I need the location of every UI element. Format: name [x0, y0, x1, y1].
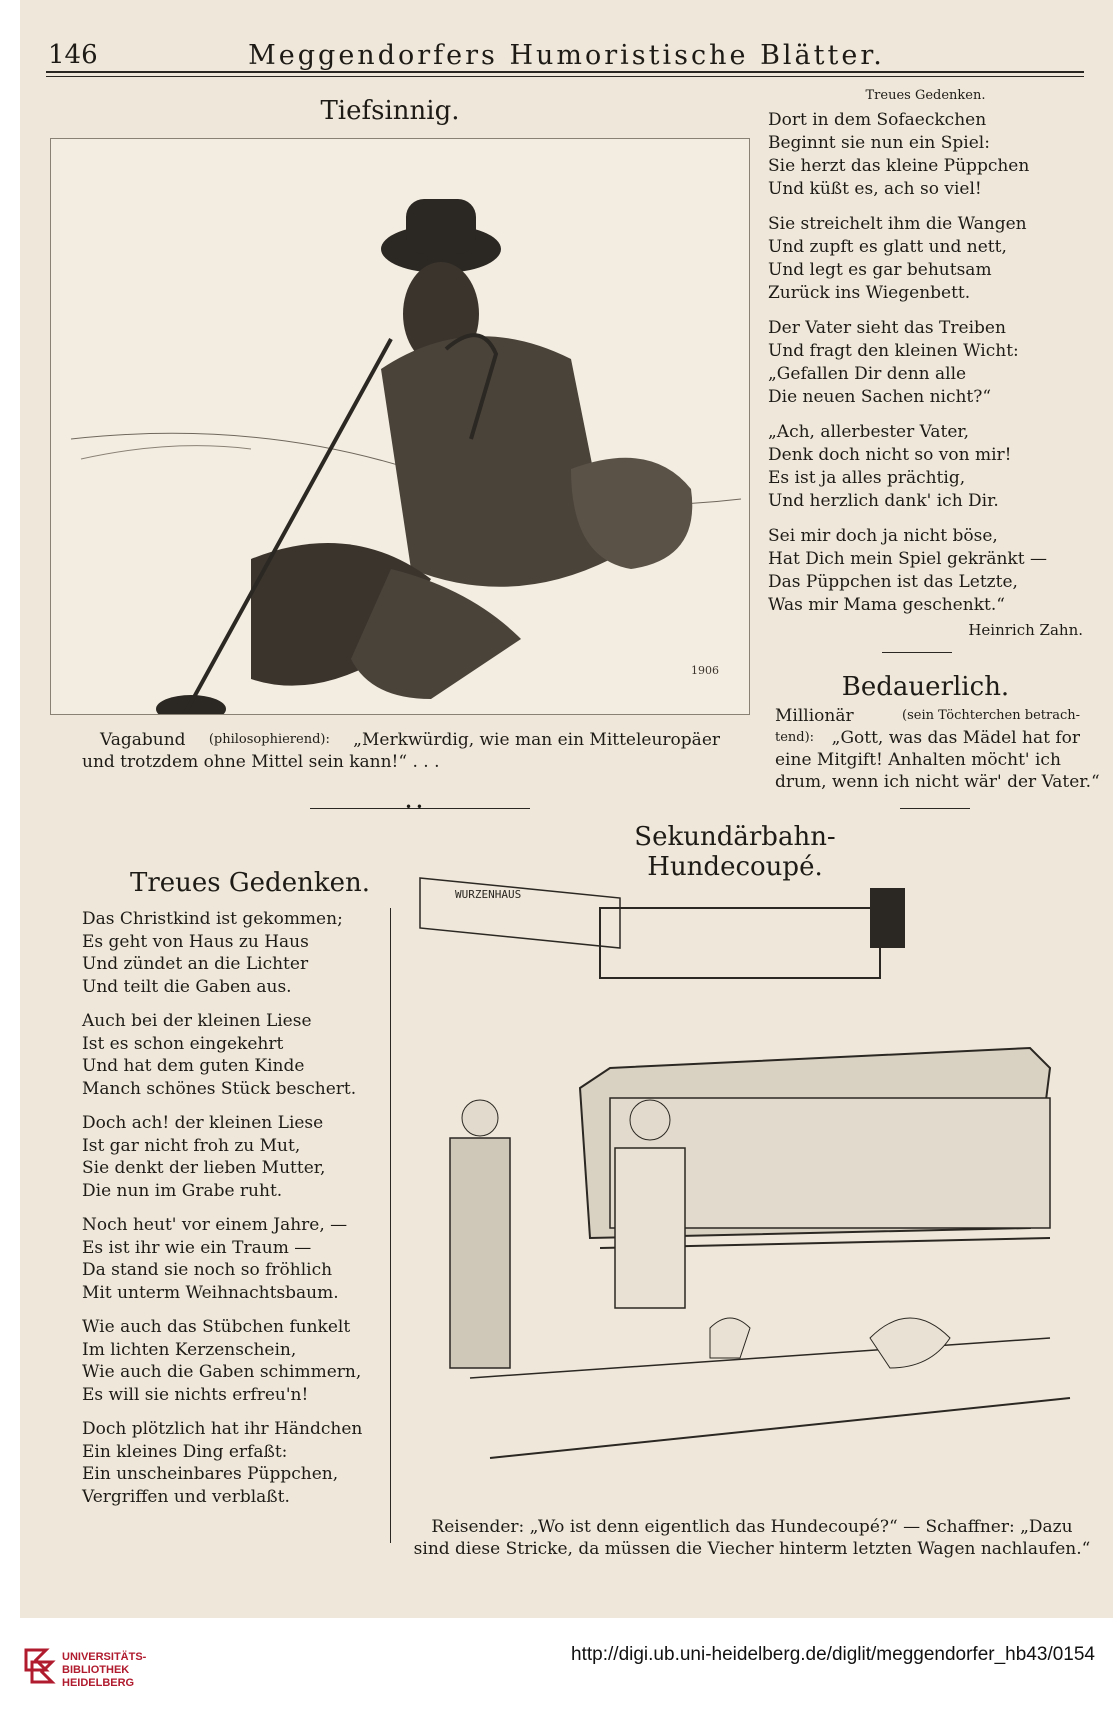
poem-continuation	[768, 109, 1083, 617]
poem-line: Sie denkt der lieben Mutter,	[82, 1158, 326, 1178]
poem-line: Ein unscheinbares Püppchen,	[82, 1464, 339, 1484]
bedauerlich-line-2: „Gott, was das Mädel hat for	[831, 728, 1080, 748]
poem-line: Und fragt den kleinen Wicht:	[768, 341, 1019, 361]
logo-line-2: BIBLIOTHEK	[62, 1664, 130, 1676]
bedauerlich-direction-end: tend):	[775, 730, 815, 745]
poem-line: Sie streichelt ihm die Wangen	[768, 214, 1027, 234]
caption-stage-direction: (philosophierend):	[208, 732, 330, 747]
poem-line: „Gefallen Dir denn alle	[768, 364, 967, 384]
tiefsinnig-title: Tiefsinnig.	[320, 96, 460, 126]
treues-bottom-title: Treues Gedenken.	[130, 868, 370, 898]
poem-line: Vergriffen und verblaßt.	[82, 1486, 290, 1507]
artist-signature: 1906	[691, 664, 719, 677]
caption-speaker: Vagabund	[100, 730, 186, 750]
poem-line: Und herzlich dank' ich Dir.	[768, 491, 999, 511]
bedauerlich-line-3: eine Mitgift! Anhalten möcht' ich	[775, 750, 1061, 770]
poem-stanza	[768, 525, 1083, 617]
poem-line: Doch plötzlich hat ihr Händchen	[82, 1419, 363, 1439]
poem-line: Und zupft es glatt und nett,	[768, 237, 1007, 257]
logo-line-3: HEIDELBERG	[62, 1677, 135, 1689]
poem-line: Es ist ihr wie ein Traum —	[82, 1237, 312, 1258]
poem-line: Mit unterm Weihnachtsbaum.	[82, 1282, 339, 1303]
station-sign: WURZENHAUS	[455, 888, 522, 901]
short-rule	[882, 652, 952, 653]
sekundaer-caption	[412, 1516, 1092, 1560]
poem-line: Sei mir doch ja nicht böse,	[768, 526, 998, 546]
bedauerlich-speaker: Millionär	[775, 706, 854, 726]
library-logo-icon	[22, 1646, 56, 1686]
divider-ornament: • •	[405, 800, 423, 814]
poem-line: Denk doch nicht so von mir!	[768, 445, 1012, 465]
poem-line: Im lichten Kerzenschein,	[82, 1339, 297, 1360]
poem-line: Es geht von Haus zu Haus	[82, 931, 309, 952]
poem-stanza	[768, 421, 1083, 513]
poem-line: Ein kleines Ding erfaßt:	[82, 1441, 288, 1462]
poem-line: Und hat dem guten Kinde	[82, 1056, 305, 1076]
caption-line-2: sind diese Stricke, da müssen die Viecher hinterm letzten Wagen nachlaufen.“	[413, 1539, 1091, 1559]
header-rule-thin	[46, 76, 1084, 77]
page-scan	[20, 0, 1113, 1618]
poem-line: Und küßt es, ach so viel!	[768, 179, 982, 199]
source-url[interactable]: http://digi.ub.uni-heidelberg.de/diglit/meggendorfer_hb43/0154	[571, 1644, 1095, 1665]
poem-line: Beginnt sie nun ein Spiel:	[768, 133, 990, 153]
poem-stanza	[768, 109, 1083, 201]
bedauerlich-text	[775, 705, 1100, 793]
poem-stanza	[82, 1010, 382, 1100]
vagabond-drawing	[51, 139, 749, 714]
poem-line: Es will sie nichts erfreu'n!	[82, 1384, 309, 1405]
poem-line: Es ist ja alles prächtig,	[768, 468, 966, 488]
poem-line: Und legt es gar behutsam	[768, 260, 992, 280]
poem-line: Wie auch die Gaben schimmern,	[82, 1362, 362, 1382]
poem-line: Die neuen Sachen nicht?“	[768, 387, 992, 407]
poem-line: Wie auch das Stübchen funkelt	[82, 1317, 351, 1337]
poem-line: Das Püppchen ist das Letzte,	[768, 572, 1018, 592]
poem-line: Sie herzt das kleine Püppchen	[768, 156, 1030, 176]
library-footer	[0, 1618, 1113, 1709]
poem-line: Was mir Mama geschenkt.“	[768, 595, 1005, 615]
bedauerlich-direction: (sein Töchterchen betrach-	[902, 708, 1080, 723]
bedauerlich-line-4: drum, wenn ich nicht wär' der Vater.“	[775, 772, 1100, 792]
caption-line-1: Reisender: „Wo ist denn eigentlich das Hundecoupé?“ — Schaffner: „Dazu	[431, 1517, 1073, 1537]
poem-stanza	[768, 213, 1083, 305]
poem-line: Noch heut' vor einem Jahre, —	[82, 1215, 348, 1235]
poem-stanza	[768, 317, 1083, 409]
poem-line: Ist es schon eingekehrt	[82, 1033, 284, 1054]
poem-stanza	[82, 1214, 382, 1304]
poem-stanza	[82, 1316, 382, 1406]
poem-line: Doch ach! der kleinen Liese	[82, 1113, 324, 1133]
treues-bottom-poem	[82, 908, 382, 1520]
caption-quote-start: „Merkwürdig, wie man ein Mitteleuropäer	[353, 730, 720, 750]
short-rule-2	[900, 808, 970, 809]
poem-stanza	[82, 1418, 382, 1508]
poem-line: Das Christkind ist gekommen;	[82, 909, 343, 929]
bedauerlich-title: Bedauerlich.	[841, 672, 1010, 702]
poem-line: Hat Dich mein Spiel gekränkt —	[768, 549, 1047, 569]
poem-line: Zurück ins Wiegenbett.	[768, 283, 971, 303]
poem-stanza	[82, 908, 382, 998]
poem-line: Da stand sie noch so fröhlich	[82, 1260, 333, 1280]
poem-line: Und zündet an die Lichter	[82, 954, 309, 974]
page-number: 146	[48, 40, 98, 70]
running-head: Treues Gedenken.	[865, 88, 986, 103]
vagabond-illustration	[50, 138, 750, 715]
logo-line-1: UNIVERSITÄTS-	[62, 1651, 147, 1663]
tiefsinnig-caption	[82, 729, 720, 773]
treues-top-column	[768, 88, 1083, 639]
header-rule	[46, 71, 1084, 73]
poem-line: Und teilt die Gaben aus.	[82, 976, 292, 997]
poem-line: Der Vater sieht das Treiben	[768, 318, 1006, 338]
poem-line: Manch schönes Stück beschert.	[82, 1078, 357, 1099]
poem-author: Heinrich Zahn.	[968, 621, 1083, 639]
library-logo-text	[62, 1651, 146, 1690]
column-separator	[390, 908, 391, 1543]
poem-line: Ist gar nicht froh zu Mut,	[82, 1135, 301, 1156]
poem-line: Dort in dem Sofaeckchen	[768, 110, 987, 130]
poem-line: Auch bei der kleinen Liese	[82, 1011, 312, 1031]
poem-line: „Ach, allerbester Vater,	[768, 422, 970, 442]
sekundaer-title: Sekundärbahn-Hundecoupé.	[634, 822, 836, 882]
journal-title: Meggendorfers Humoristische Blätter.	[248, 40, 885, 71]
train-drawing	[410, 858, 1082, 1488]
train-illustration	[410, 858, 1082, 1488]
caption-quote-end: und trotzdem ohne Mittel sein kann!“ . . .	[82, 752, 440, 772]
poem-stanza	[82, 1112, 382, 1202]
poem-line: Die nun im Grabe ruht.	[82, 1180, 283, 1201]
